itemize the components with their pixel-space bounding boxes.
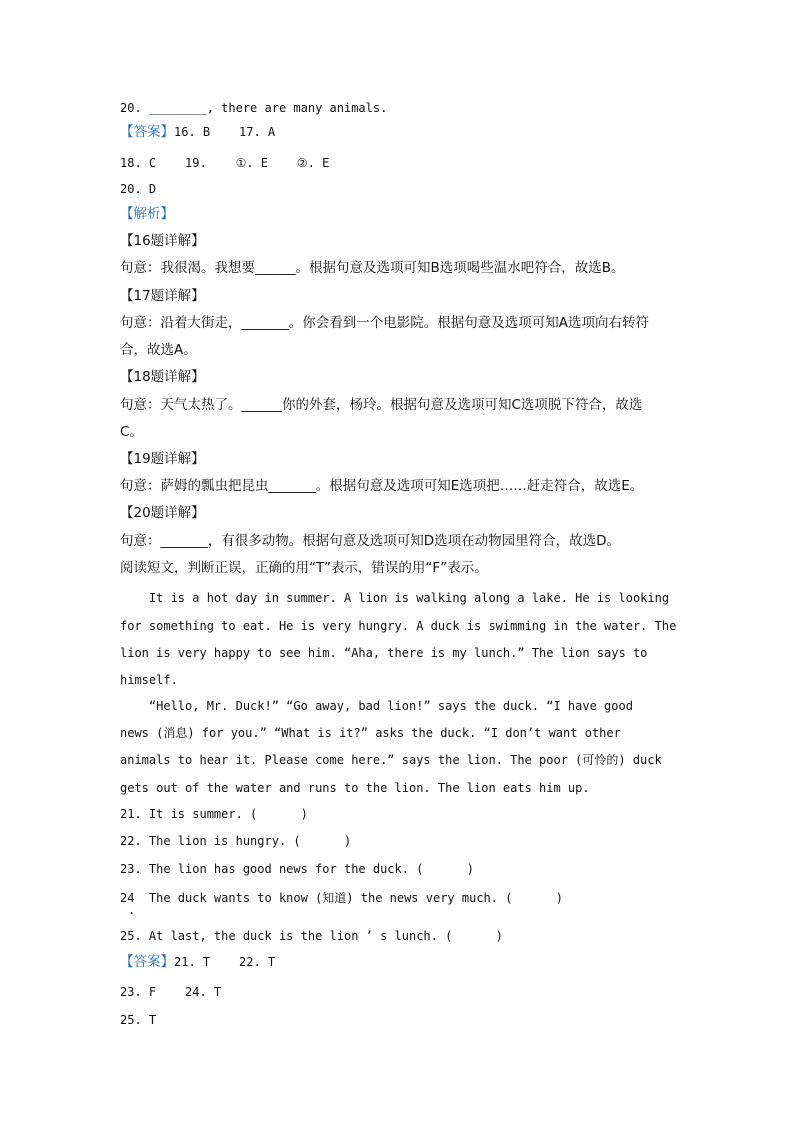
answer-line: 21. T 22. T: [174, 955, 276, 969]
answer-label: 【答案】: [120, 954, 174, 970]
detail-17-heading: 【17题详解】: [120, 288, 205, 304]
question-20: 20. ________, there are many animals.: [120, 101, 388, 115]
passage-line: “Hello, Mr. Duck!” “Go away, bad lion!” says the duck. “I have good: [120, 699, 633, 713]
answer-line-2: 18. C 19. ①. E ②. E: [120, 156, 330, 170]
reading-instruction: 阅读短文，判断正误，正确的用“T”表示，错误的用“F”表示。: [120, 560, 488, 576]
answer-line: 16. B 17. A: [174, 125, 276, 139]
question-25: 25. At last, the duck is the lion ’ s lunch. ( ): [120, 929, 503, 943]
detail-17-text: 句意：沿着大街走，_______。你会看到一个电影院。根据句意及选项可知A选项向右转符: [120, 315, 649, 331]
question-24: 24 The duck wants to know (知道) the news very much. ( ): [120, 891, 564, 905]
passage-line: for something to eat. He is very hungry. A duck is swimming in the water. The: [120, 619, 677, 633]
detail-19-text: 句意：萨姆的瓢虫把昆虫_______。根据句意及选项可知E选项把……赶走符合，故选E。: [120, 478, 644, 494]
answer-line-3: 20. D: [120, 182, 157, 196]
passage-line: lion is very happy to see him. “Aha, there is my lunch.” The lion says to: [120, 646, 648, 660]
passage-line: news (消息) for you.” “What is it?” asks the duck. “I don’t want other: [120, 726, 621, 740]
detail-20-heading: 【20题详解】: [120, 505, 205, 521]
detail-20-text: 句意：_______，有很多动物。根据句意及选项可知D选项在动物园里符合，故选D。: [120, 533, 621, 549]
question-24-dot: .: [128, 903, 136, 917]
answer-line-3: 25. T: [120, 1013, 157, 1027]
answer-block-1: [120, 124, 680, 140]
detail-18-text: 句意：天气太热了。______你的外套，杨玲。根据句意及选项可知C选项脱下符合，故选: [120, 397, 643, 413]
passage-line: gets out of the water and runs to the lion. The lion eats him up.: [120, 781, 590, 795]
question-21: 21. It is summer. ( ): [120, 807, 308, 821]
detail-18-text-cont: C。: [120, 424, 143, 440]
question-23: 23. The lion has good news for the duck. ( ): [120, 862, 475, 876]
passage-line: himself.: [120, 673, 178, 687]
answer-block-2: [120, 954, 680, 970]
answer-line-2: 23. F 24. T: [120, 985, 222, 999]
answer-label: 【答案】: [120, 124, 174, 140]
detail-18-heading: 【18题详解】: [120, 369, 205, 385]
question-22: 22. The lion is hungry. ( ): [120, 834, 352, 848]
passage-line: It is a hot day in summer. A lion is walking along a lake. He is looking: [120, 591, 670, 605]
passage-line: animals to hear it. Please come here.” says the lion. The poor (可怜的) duck: [120, 753, 662, 767]
detail-19-heading: 【19题详解】: [120, 451, 205, 467]
analysis-label: 【解析】: [120, 206, 174, 222]
detail-16-heading: 【16题详解】: [120, 233, 205, 249]
detail-16-text: 句意：我很渴。我想要______。根据句意及选项可知B选项喝些温水吧符合，故选B。: [120, 260, 625, 276]
detail-17-text-cont: 合，故选A。: [120, 342, 197, 358]
